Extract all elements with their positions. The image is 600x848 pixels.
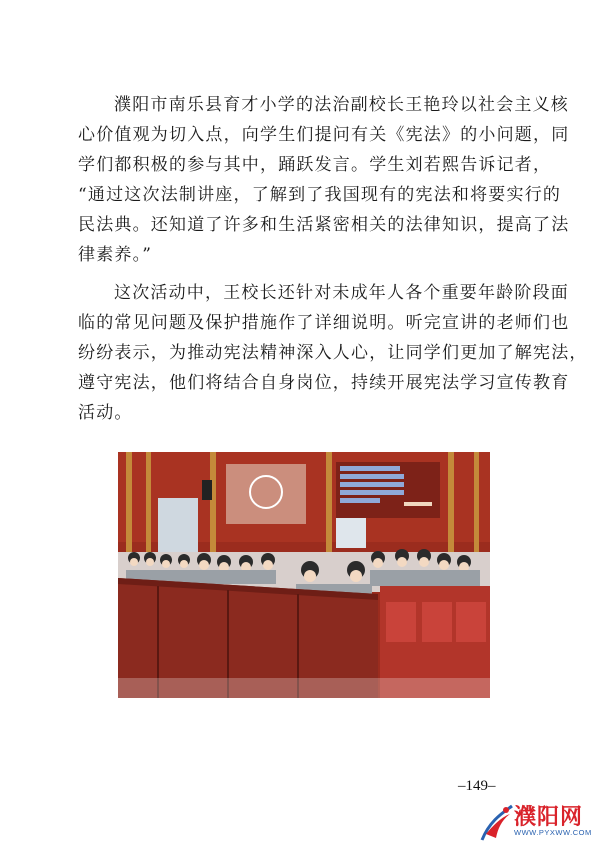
paragraph-line: 活动。	[78, 403, 133, 423]
paragraph-line: 遵守宪法，他们将结合自身岗位，持续开展宪法学习宣传教育	[78, 373, 570, 393]
classroom-photo-illustration	[118, 452, 490, 698]
paragraph-line: 纷纷表示，为推动宪法精神深入人心，让同学们更加了解宪法，	[78, 343, 588, 363]
page-number: –149–	[458, 778, 496, 794]
paragraph-line: “通过这次法制讲座，了解到了我国现有的宪法和将要实行的	[78, 185, 562, 205]
paragraph-1	[78, 90, 570, 270]
paragraph-line: 临的常见问题及保护措施作了详细说明。听完宣讲的老师们也	[78, 313, 570, 333]
classroom-photo	[118, 452, 490, 698]
paragraph-line: 民法典。还知道了许多和生活紧密相关的法律知识，提高了法	[78, 215, 570, 235]
paragraph-2	[78, 278, 588, 428]
paragraph-line: 濮阳市南乐县育才小学的法治副校长王艳玲以社会主义核	[114, 95, 569, 115]
site-logo-url: WWW.PYXWW.COM	[514, 828, 592, 837]
paragraph-line: 心价值观为切入点，向学生们提问有关《宪法》的小问题，同	[78, 125, 570, 145]
site-logo-name: 濮阳网	[514, 805, 584, 830]
paragraph-line: 这次活动中，王校长还针对未成年人各个重要年龄阶段面	[114, 283, 569, 303]
paragraph-line: 学们都积极的参与其中，踊跃发言。学生刘若熙告诉记者，	[78, 155, 552, 175]
paragraph-line: 律素养。”	[78, 245, 153, 265]
